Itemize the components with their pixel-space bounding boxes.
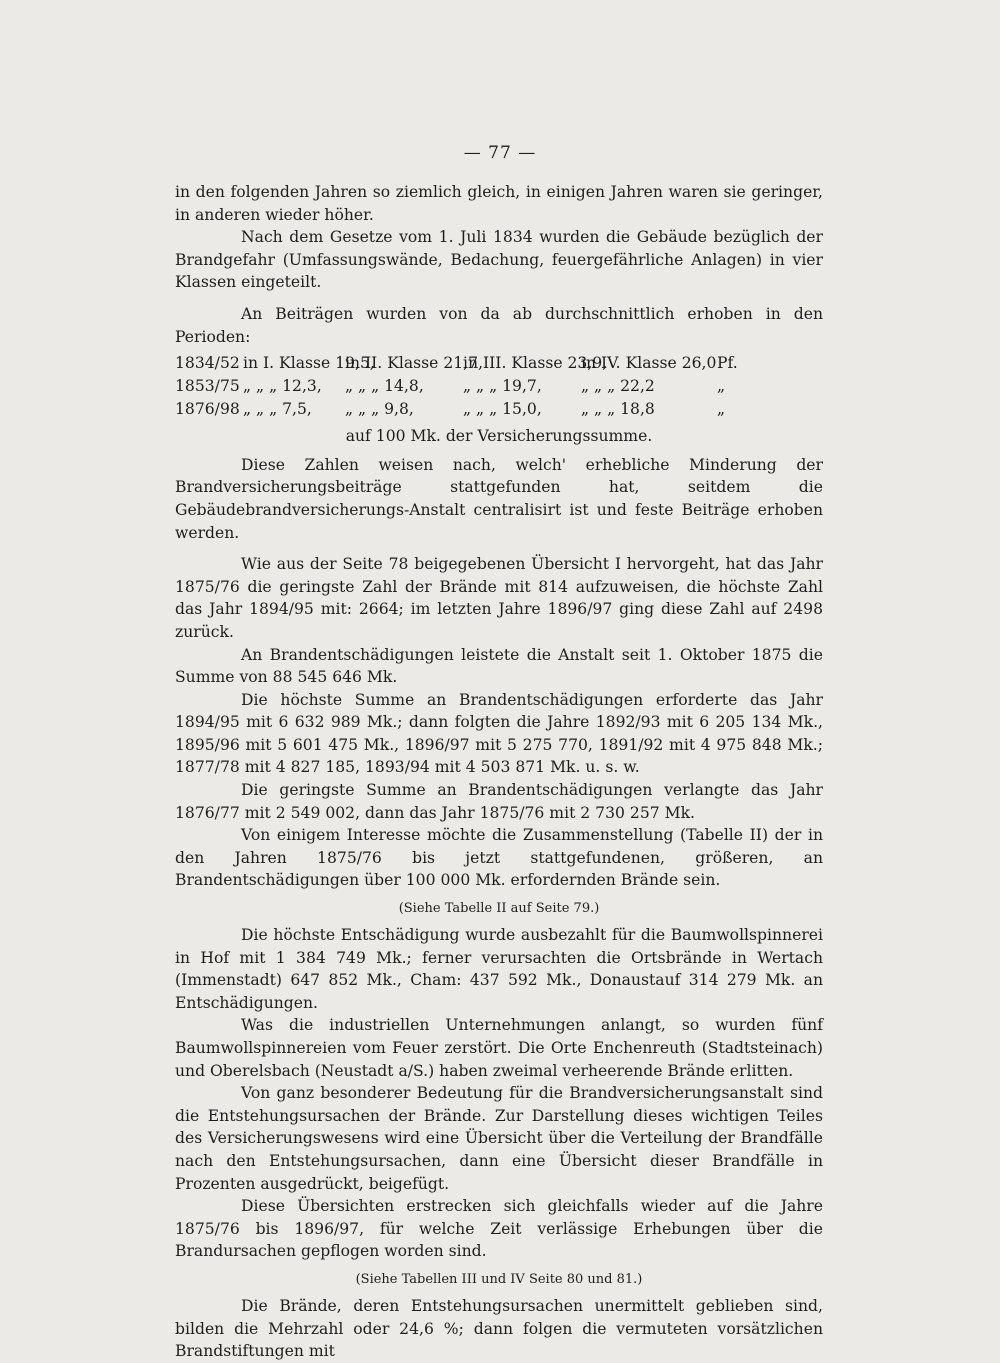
paragraph: Von einigem Interesse möchte die Zusammenstellung (Tabelle II) der in den Jahren 1875/76 bis jetzt stattgefundenen, größeren, an Brandentschädigungen über 100 000 Mk. erfordernden Brände sein. <box>175 826 823 890</box>
page-number: — 77 — <box>463 143 537 163</box>
rate-class-3: in III. Klasse 23,9, <box>463 354 608 373</box>
paragraph: An Brandentschädigungen leistete die Anstalt seit 1. Oktober 1875 die Summe von 88 545 646 Mk. <box>175 645 823 687</box>
rate-class-1: „ „ „ 7,5, <box>243 400 312 419</box>
paragraph: Was die industriellen Unternehmungen anlangt, so wurden fünf Baumwollspinnereien vom Feuer zerstört. Die Orte Enchenreuth (Stadtsteinach) und Oberelsbach (Neustadt a/S.) haben zweimal verheerende Brände erlitten. <box>175 1016 823 1080</box>
paragraph-group-bottom <box>175 1295 823 1363</box>
paragraph: Die höchste Entschädigung wurde ausbezahlt für die Baumwollspinnerei in Hof mit 1 384 749 Mk.; ferner verursachten die Ortsbrände in Wertach (Immenstadt) 647 852 Mk., Cham: 437 592 Mk., Donaustauf 314 279 Mk. an Entschädigungen. <box>175 926 823 1012</box>
rate-period: 1853/75 <box>175 377 240 396</box>
rate-class-4: in IV. Klasse 26,0 <box>581 354 717 373</box>
rate-class-4: „ „ „ 18,8 <box>581 400 655 419</box>
table-reference-note: (Siehe Tabellen III und IV Seite 80 und 81.) <box>355 1271 643 1287</box>
paragraph-group-lower <box>175 924 823 1263</box>
paragraph-group-top <box>175 181 823 348</box>
paragraph: Wie aus der Seite 78 beigegebenen Übersicht I hervorgeht, hat das Jahr 1875/76 die geringste Zahl der Brände mit 814 aufzuweisen, die höchste Zahl das Jahr 1894/95 mit: 2664; im letzten Jahre 1896/97 ging diese Zahl auf 2498 zurück. <box>175 555 823 641</box>
rate-unit: „ <box>717 377 726 396</box>
paragraph-group-middle <box>175 454 823 892</box>
rate-class-1: in I. Klasse 19,5, <box>243 354 375 373</box>
rate-row <box>175 398 823 421</box>
paragraph: Von ganz besonderer Bedeutung für die Brandversicherungsanstalt sind die Entstehungsursachen der Brände. Zur Darstellung dieses wichtigen Teiles des Versicherungswesens wird eine Übersicht über die Verteilung der Brandfälle nach den Entstehungsursachen, dann eine Übersicht dieser Brandfälle in Prozenten ausgedrückt, beigefügt. <box>175 1084 823 1193</box>
paragraph: An Beiträgen wurden von da ab durchschnittlich erhoben in den Perioden: <box>175 304 823 346</box>
rate-unit: „ <box>717 400 726 419</box>
rate-class-2: in II. Klasse 21,7, <box>345 354 484 373</box>
paragraph: Die Brände, deren Entstehungsursachen unermittelt geblieben sind, bilden die Mehrzahl oder 24,6 %; dann folgen die vermuteten vorsätzlichen Brandstiftungen mit <box>175 1296 823 1361</box>
table-reference-note: (Siehe Tabelle II auf Seite 79.) <box>398 901 600 917</box>
rate-period: 1834/52 <box>175 354 240 373</box>
rate-class-2: „ „ „ 9,8, <box>345 400 414 419</box>
rate-row <box>175 352 823 375</box>
paragraph: Die höchste Summe an Brandentschädigungen erforderte das Jahr 1894/95 mit 6 632 989 Mk.; dann folgten die Jahre 1892/93 mit 6 205 134 Mk., 1895/96 mit 5 601 475 Mk., 1896/97 mit 5 275 770, 1891/92 mit 4 975 848 Mk.; 1877/78 mit 4 827 185, 1893/94 mit 4 503 871 Mk. u. s. w. <box>175 690 823 777</box>
rate-class-4: „ „ „ 22,2 <box>581 377 655 396</box>
rate-class-1: „ „ „ 12,3, <box>243 377 322 396</box>
rate-footer: auf 100 Mk. der Versicherungssumme. <box>345 427 653 446</box>
paragraph: Diese Übersichten erstrecken sich gleichfalls wieder auf die Jahre 1875/76 bis 1896/97, für welche Zeit verlässige Erhebungen über die Brandursachen gepflogen worden sind. <box>175 1197 823 1261</box>
rate-class-2: „ „ „ 14,8, <box>345 377 424 396</box>
paragraph: Nach dem Gesetze vom 1. Juli 1834 wurden die Gebäude bezüglich der Brandgefahr (Umfassungswände, Bedachung, feuergefährliche Anlagen) in vier Klassen eingeteilt. <box>175 228 823 292</box>
rate-class-3: „ „ „ 15,0, <box>463 400 542 419</box>
page-body <box>175 181 823 1363</box>
rate-period: 1876/98 <box>175 400 240 419</box>
paragraph: Die geringste Summe an Brandentschädigungen verlangte das Jahr 1876/77 mit 2 549 002, dann das Jahr 1875/76 mit 2 730 257 Mk. <box>175 781 823 822</box>
paragraph: in den folgenden Jahren so ziemlich gleich, in einigen Jahren waren sie geringer, in anderen wieder höher. <box>175 183 823 224</box>
rate-class-3: „ „ „ 19,7, <box>463 377 542 396</box>
paragraph: Diese Zahlen weisen nach, welch' erhebliche Minderung der Brandversicherungsbeiträge stattgefunden hat, seitdem die Gebäudebrandversicherungs-Anstalt centralisirt ist und feste Beiträge erhoben werden. <box>175 455 823 542</box>
contribution-rates-table <box>175 352 823 448</box>
rate-row <box>175 375 823 398</box>
rate-unit: Pf. <box>717 354 738 373</box>
